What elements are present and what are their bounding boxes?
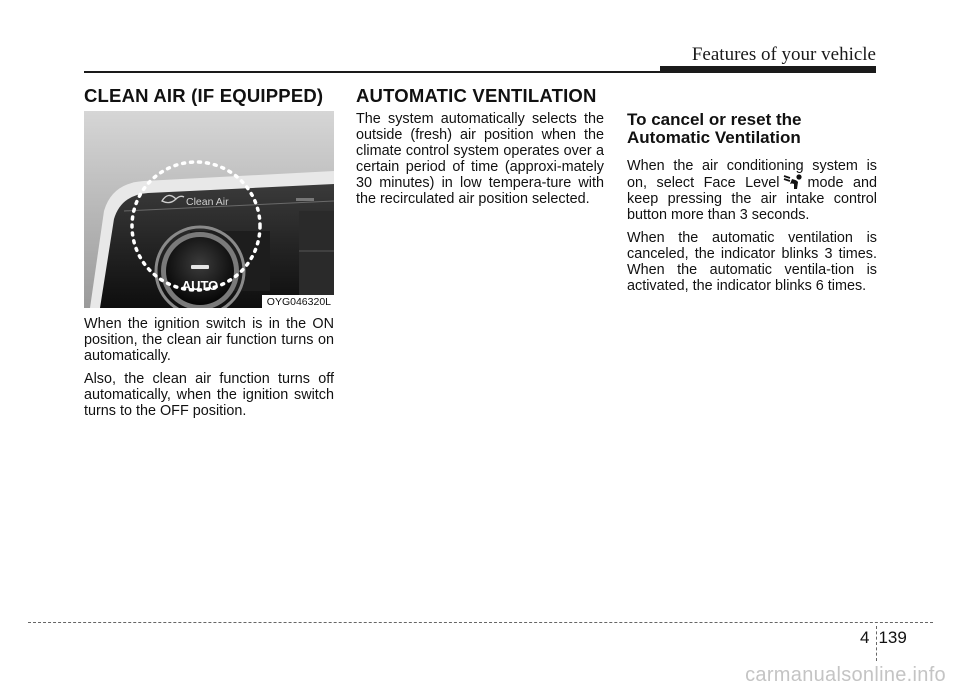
- climate-panel-illustration: [84, 111, 334, 308]
- cancel-reset-column: [627, 84, 877, 301]
- panel-clean-air-label: Clean Air: [186, 196, 229, 208]
- cancel-reset-text-after: mode and keep pressing the air intake control button more than 3 seconds.: [627, 175, 877, 223]
- cancel-reset-heading: To cancel or reset the Automatic Ventilation: [627, 110, 802, 147]
- footer-rule: [28, 622, 933, 623]
- page-number-value: 139: [878, 628, 907, 647]
- page-number: [860, 628, 907, 648]
- automatic-ventilation-paragraph: The system automatically selects the outside (fresh) air position when the climate control system operates over a certain period of time (approxi-mately 30 minutes) in low tempera-ture with the recirculated air position selected.: [356, 111, 604, 207]
- clean-air-heading: CLEAN AIR (IF EQUIPPED): [84, 85, 324, 106]
- watermark: carmanualsonline.info: [745, 664, 946, 686]
- knob-auto-label: AUTO: [181, 278, 219, 293]
- clean-air-paragraph-2: Also, the clean air function turns off automatically, when the ignition switch turns to the OFF position.: [84, 371, 334, 419]
- clean-air-column: [84, 84, 334, 426]
- automatic-ventilation-heading: AUTOMATIC VENTILATION: [356, 85, 597, 106]
- cancel-reset-paragraph-2: When the automatic ventilation is canceled, the indicator blinks 3 times. When the automatic ventila-tion is activated, the indicator blinks 6 times.: [627, 230, 877, 294]
- cancel-reset-text-before: When the air conditioning system is on, select Face Level: [627, 158, 877, 191]
- automatic-ventilation-column: [356, 84, 604, 214]
- header-title: Features of your vehicle: [691, 44, 876, 65]
- header-rule: [84, 71, 660, 73]
- chapter-number: 4: [860, 628, 870, 647]
- face-level-icon: [783, 174, 805, 190]
- header-rule-accent: [660, 66, 876, 73]
- clean-air-paragraph-1: When the ignition switch is in the ON position, the clean air function turns on automatically.: [84, 316, 334, 364]
- clean-air-figure: [84, 111, 334, 308]
- cancel-reset-paragraph-1: [627, 158, 877, 223]
- figure-code: OYG046320L: [262, 295, 334, 308]
